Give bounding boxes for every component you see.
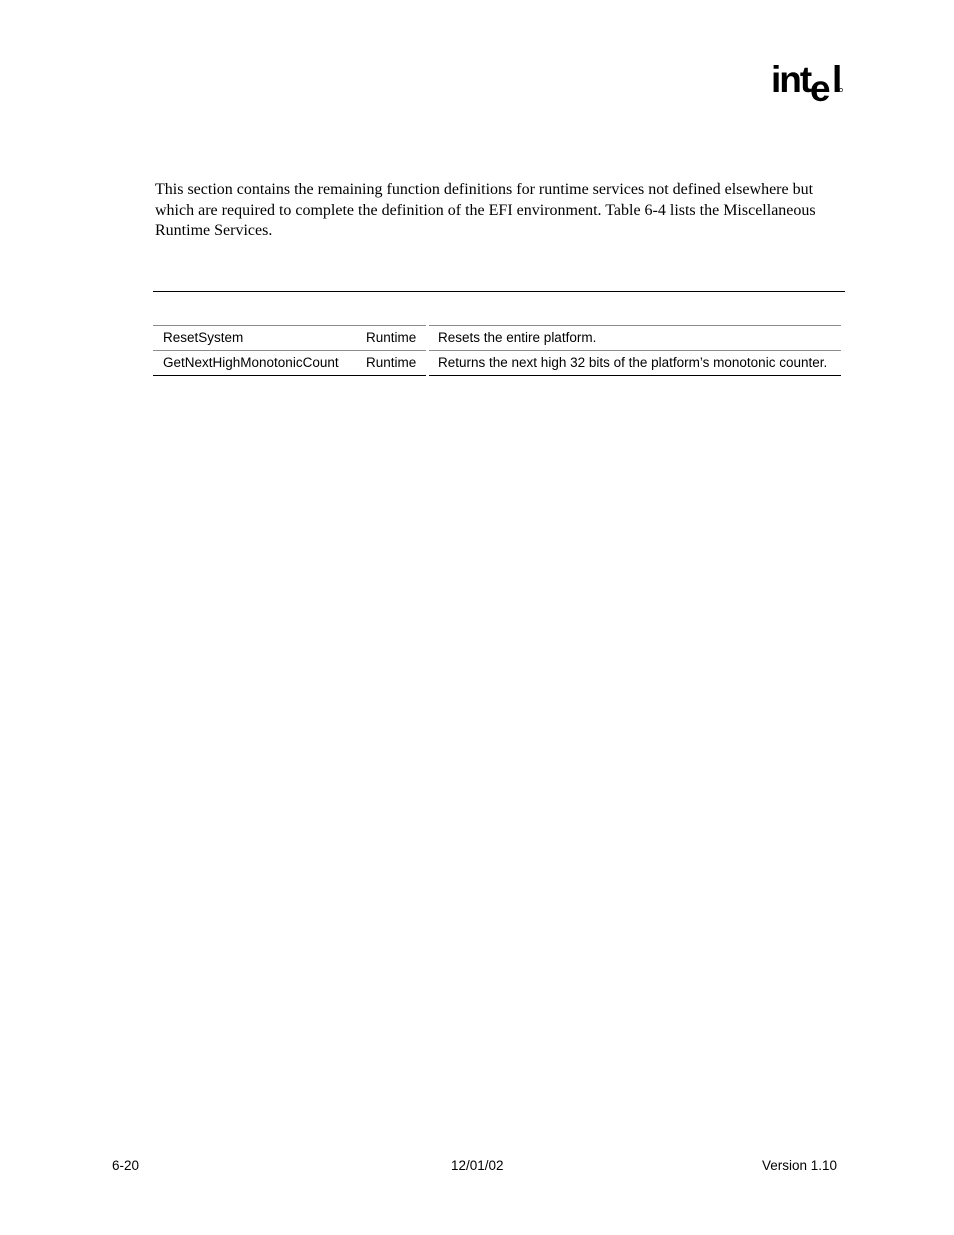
- svg-text:int: int: [771, 59, 811, 100]
- intro-paragraph: This section contains the remaining function definitions for runtime services not defined elsewhere but which are required to complete the definition of the EFI environment. Table 6-4 lists the Miscellaneous Runtime Services.: [155, 181, 816, 239]
- service-description: Returns the next high 32 bits of the platform’s monotonic counter.: [428, 351, 842, 376]
- service-description: Resets the entire platform.: [428, 326, 842, 351]
- intel-logo-icon: [770, 58, 850, 106]
- footer-version: Version 1.10: [762, 1158, 838, 1173]
- svg-text:e: e: [810, 68, 831, 106]
- intel-logo: [770, 58, 850, 106]
- table-top-rule: [153, 291, 845, 292]
- services-table: [153, 325, 841, 376]
- service-type: Runtime: [366, 326, 428, 351]
- footer-date: 12/01/02: [451, 1158, 504, 1173]
- table-row: [153, 351, 841, 376]
- page-number: 6-20: [112, 1158, 140, 1173]
- table-row: [153, 326, 841, 351]
- service-name: ResetSystem: [153, 326, 366, 351]
- service-type: Runtime: [366, 351, 428, 376]
- svg-text:l: l: [832, 59, 843, 100]
- service-name: GetNextHighMonotonicCount: [153, 351, 366, 376]
